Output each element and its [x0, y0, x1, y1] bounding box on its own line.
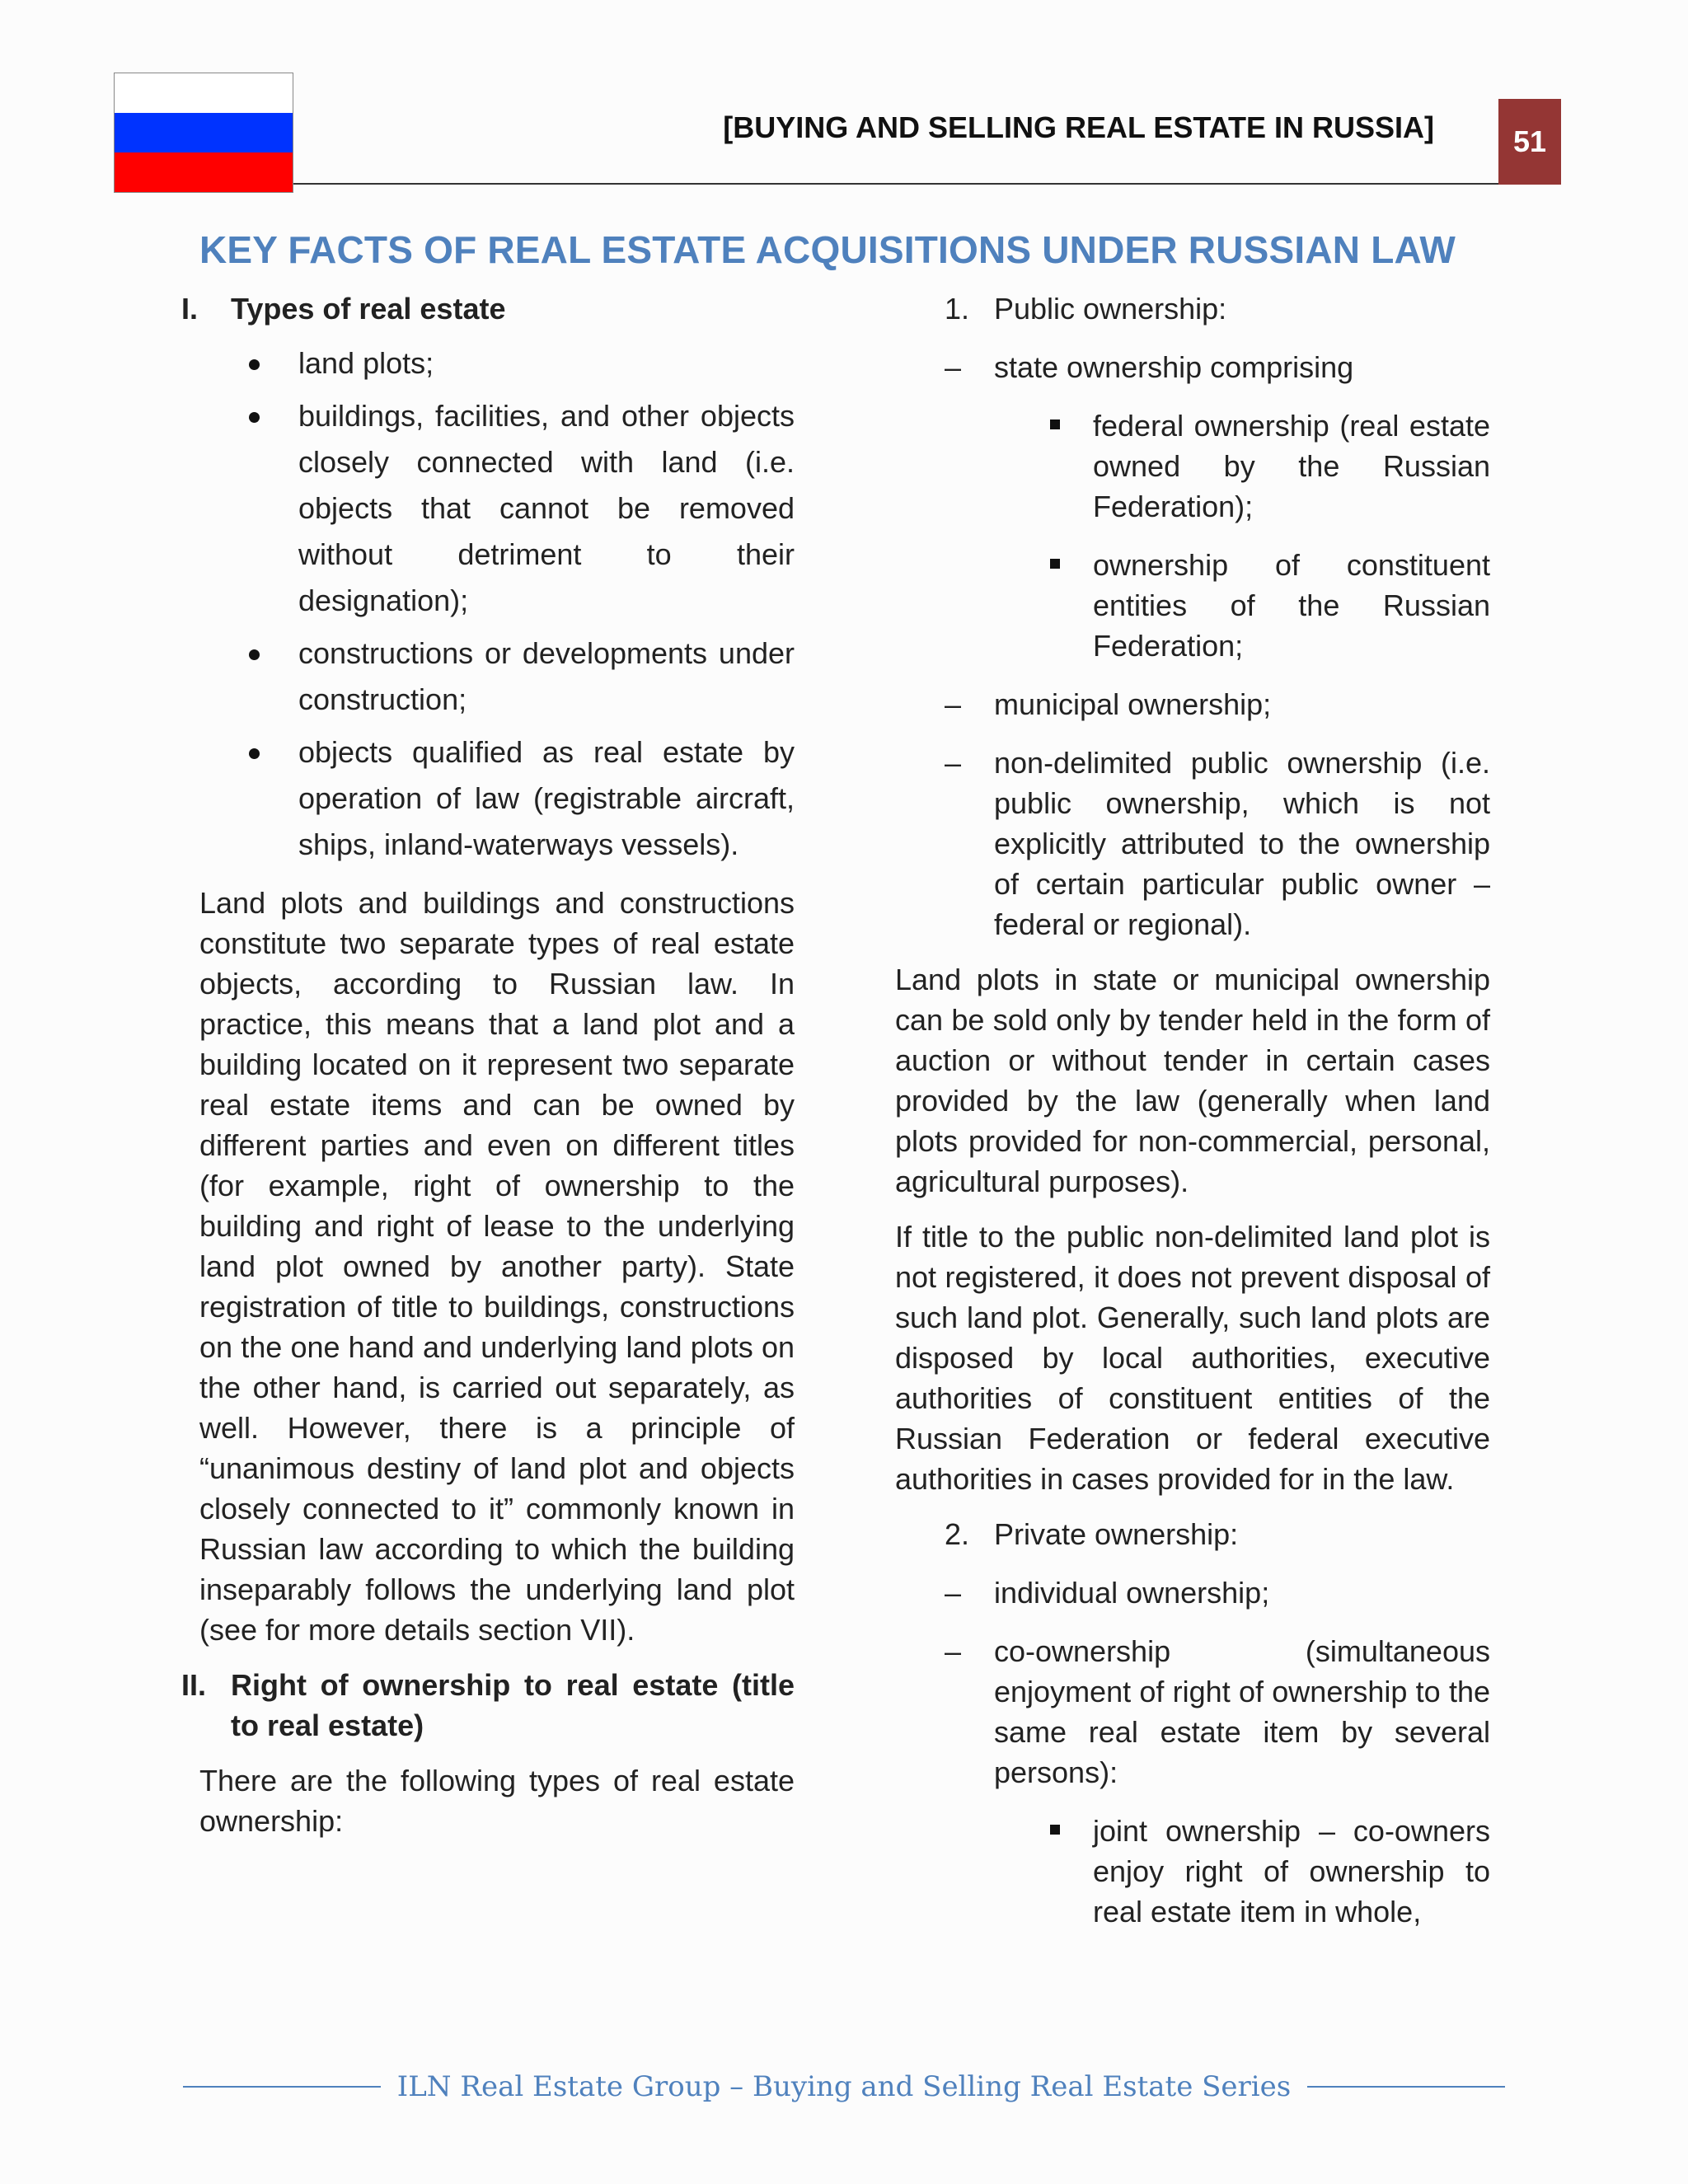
list-item-text: land plots;	[298, 346, 434, 380]
bullet-icon	[249, 359, 260, 370]
list-item-text: constructions or developments under construction;	[298, 636, 795, 716]
section-number: II.	[181, 1668, 207, 1702]
paragraph: Land plots and buildings and constructions constitute two separate types of real estate objects, according to Russian law. In practice, this means that a land plot and a building located on it represent two separate real estate items and can be owned by different parties and even on different titles (for example, right of ownership to the building and right of lease to the underlying land plot owned by another party). State registration of title to buildings, constructions on the one hand and underlying land plots on the other hand, is carried out separately, as well. However, there is a principle of “unanimous destiny of land plot and objects closely connected to it” commonly known in Russian law according to which the building inseparably follows the underlying land plot (see for more details section VII).	[199, 886, 795, 1647]
left-column	[181, 288, 795, 1841]
square-bullet-item	[895, 1811, 1490, 1932]
flag-stripe-blue	[115, 113, 293, 152]
header-divider	[293, 183, 1498, 185]
section-number: I.	[181, 292, 199, 326]
flag-stripe-red	[115, 152, 293, 192]
page-number: 51	[1498, 99, 1561, 185]
item-number: 2.	[945, 1517, 970, 1551]
square-bullet-icon	[1043, 1811, 1093, 1932]
list-item-text: buildings, facilities, and other objects closely connected with land (i.e. objects that cannot be removed without detriment to their designation);	[298, 399, 795, 617]
section-title: Right of ownership to real estate (title to real estate)	[231, 1668, 795, 1742]
paragraph: If title to the public non-delimited land plot is not registered, it does not prevent disposal of such land plot. Generally, such land plots are disposed by local authorities, executive authorities of constituent entities of the Russian Federation or federal executive authorities in cases provided for in the law.	[895, 1220, 1490, 1496]
list-item	[199, 630, 795, 723]
list-item	[199, 340, 795, 387]
item-text: municipal ownership;	[994, 687, 1272, 721]
dash-icon: –	[945, 1634, 962, 1668]
item-text: state ownership comprising	[994, 350, 1354, 384]
dash-icon: –	[945, 1576, 962, 1610]
item-text: ownership of constituent entities of the Russian Federation;	[1093, 548, 1490, 663]
footer-rule-left	[183, 2086, 381, 2088]
dash-item	[895, 1572, 1490, 1613]
bullet-icon	[249, 412, 260, 423]
item-text: federal ownership (real estate owned by the Russian Federation);	[1093, 409, 1490, 523]
list-item-text: objects qualified as real estate by operation of law (registrable aircraft, ships, inland-waterways vessels).	[298, 735, 795, 861]
bullet-list	[199, 340, 795, 868]
paragraph: Land plots in state or municipal ownership can be sold only by tender held in the form of auction or without tender in certain cases provided by the law (generally when land plots provided for non-commercial, personal, agricultural purposes).	[895, 963, 1490, 1198]
list-item	[199, 729, 795, 868]
section-heading	[181, 288, 795, 329]
list-item	[199, 393, 795, 624]
dash-item	[895, 684, 1490, 724]
flag-stripe-white	[115, 73, 293, 113]
square-bullet-icon	[1043, 545, 1093, 666]
item-text: co-ownership (simultaneous enjoyment of right of ownership to the same real estate item by several persons):	[994, 1634, 1490, 1789]
bullet-icon	[249, 649, 260, 660]
dash-item	[895, 743, 1490, 944]
square-bullet-icon	[1043, 405, 1093, 527]
right-column	[895, 288, 1490, 1932]
dash-icon: –	[945, 746, 962, 780]
page-title: KEY FACTS OF REAL ESTATE ACQUISITIONS UNDER RUSSIAN LAW	[199, 228, 1456, 271]
item-text: Private ownership:	[994, 1517, 1239, 1551]
header-title: [BUYING AND SELLING REAL ESTATE IN RUSSIA]	[723, 110, 1434, 144]
item-text: non-delimited public ownership (i.e. public ownership, which is not explicitly attributed to the ownership of certain particular public owner – federal or regional).	[994, 746, 1490, 941]
item-text: Public ownership:	[994, 292, 1227, 326]
square-bullet-item	[895, 545, 1490, 666]
paragraph: There are the following types of real estate ownership:	[199, 1764, 795, 1838]
dash-icon: –	[945, 687, 962, 721]
item-text: individual ownership;	[994, 1576, 1270, 1610]
russian-flag-icon	[114, 73, 293, 193]
footer-text: ILN Real Estate Group – Buying and Selling Real Estate Series	[396, 2070, 1292, 2103]
dash-item	[895, 1631, 1490, 1793]
section-title: Types of real estate	[231, 292, 506, 326]
item-text: joint ownership – co-owners enjoy right of ownership to real estate item in whole,	[1093, 1814, 1490, 1929]
dash-item	[895, 347, 1490, 387]
numbered-item	[895, 1514, 1490, 1554]
dash-icon: –	[945, 350, 962, 384]
bullet-icon	[249, 748, 260, 759]
square-bullet-item	[895, 405, 1490, 527]
item-number: 1.	[945, 292, 970, 326]
footer	[183, 2070, 1505, 2103]
section-heading	[181, 1665, 795, 1746]
numbered-item	[895, 288, 1490, 329]
footer-rule-right	[1307, 2086, 1505, 2088]
